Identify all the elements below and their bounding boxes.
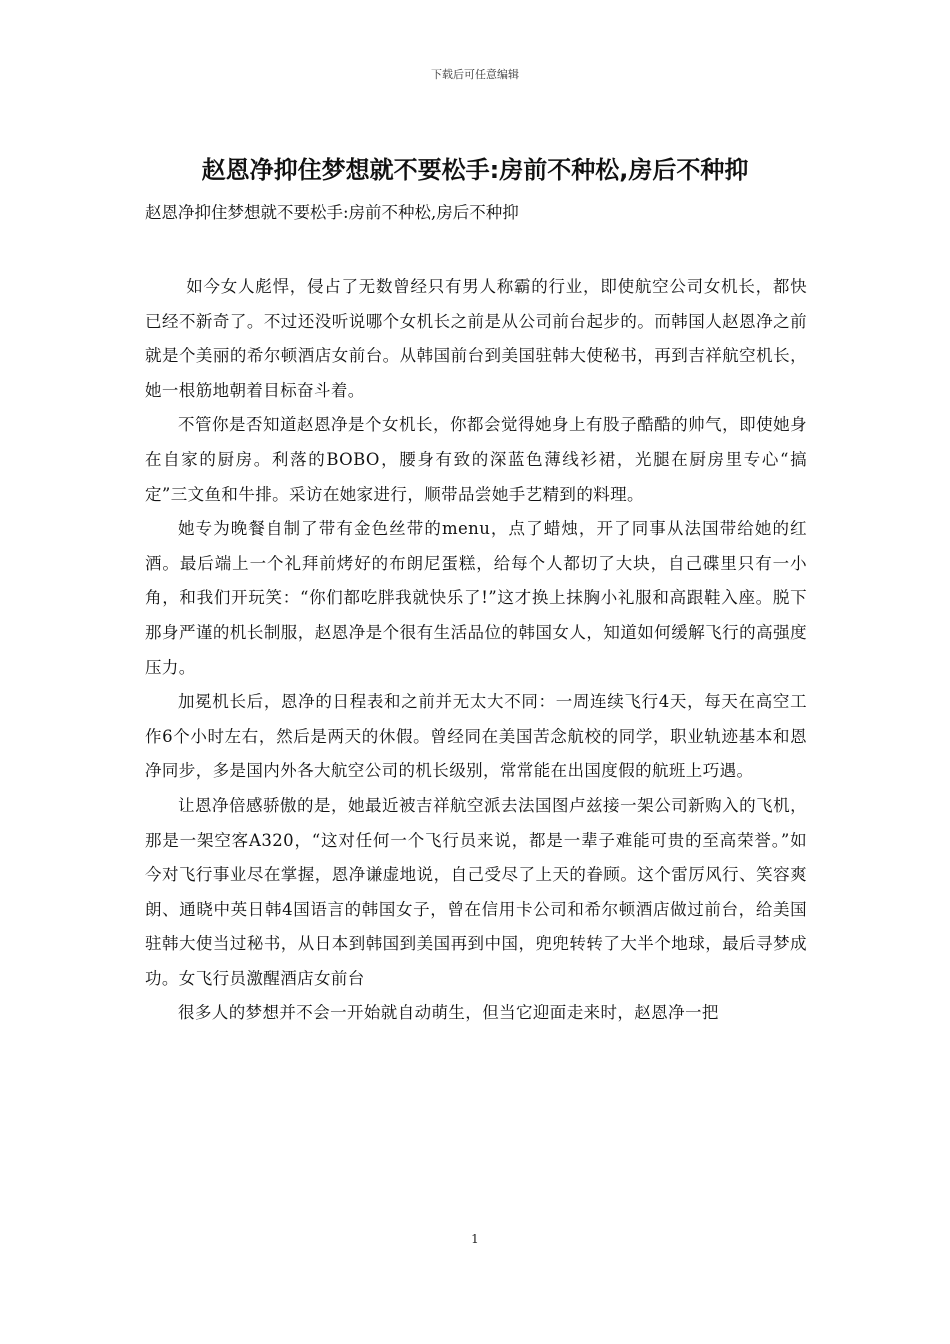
paragraph: 如今女人彪悍，侵占了无数曾经只有男人称霸的行业，即使航空公司女机长，都快已经不新奇了。不过还没听说哪个女机长之前是从公司前台起步的。而韩国人赵恩净之前就是个美丽的希尔顿酒店女前台。从韩国前台到美国驻韩大使秘书，再到吉祥航空机长，她一根筋地朝着目标奋斗着。 (145, 277, 807, 400)
paragraph: 让恩净倍感骄傲的是，她最近被吉祥航空派去法国图卢兹接一架公司新购入的飞机，那是一架空客A320，“这对任何一个飞行员来说，都是一辈子难能可贵的至高荣誉。”如今对飞行事业尽在掌握，恩净谦虚地说，自己受尽了上天的眷顾。这个雷厉风行、笑容爽朗、通晓中英日韩4国语言的韩国女子，曾在信用卡公司和希尔顿酒店做过前台，给美国驻韩大使当过秘书，从日本到韩国到美国再到中国，兜兜转转了大半个地球，最后寻梦成功。女飞行员激醒酒店女前台 (145, 795, 807, 988)
subtitle: 赵恩净抑住梦想就不要松手:房前不种松,房后不种抑 (145, 203, 519, 222)
page-title: 赵恩净抑住梦想就不要松手:房前不种松,房后不种抑 (201, 156, 749, 184)
header-note: 下载后可任意编辑 (431, 68, 519, 81)
article-body (145, 270, 807, 1031)
paragraph: 她专为晚餐自制了带有金色丝带的menu，点了蜡烛，开了同事从法国带给她的红酒。最后端上一个礼拜前烤好的布朗尼蛋糕，给每个人都切了大块，自己碟里只有一小角，和我们开玩笑：“你们都吃胖我就快乐了!”这才换上抹胸小礼服和高跟鞋入座。脱下那身严谨的机长制服，赵恩净是个很有生活品位的韩国女人，知道如何缓解飞行的高强度压力。 (145, 519, 807, 677)
paragraph: 不管你是否知道赵恩净是个女机长，你都会觉得她身上有股子酷酷的帅气，即使她身在自家的厨房。利落的BOBO，腰身有致的深蓝色薄线衫裙，光腿在厨房里专心“搞定”三文鱼和牛排。采访在她家进行，顺带品尝她手艺精到的料理。 (145, 415, 807, 504)
paragraph: 加冕机长后，恩净的日程表和之前并无太大不同：一周连续飞行4天，每天在高空工作6个小时左右，然后是两天的休假。曾经同在美国苦念航校的同学，职业轨迹基本和恩净同步，多是国内外各大航空公司的机长级别，常常能在出国度假的航班上巧遇。 (145, 692, 807, 781)
paragraph: 很多人的梦想并不会一开始就自动萌生，但当它迎面走来时，赵恩净一把 (178, 1003, 719, 1023)
page-number: 1 (471, 1232, 479, 1246)
